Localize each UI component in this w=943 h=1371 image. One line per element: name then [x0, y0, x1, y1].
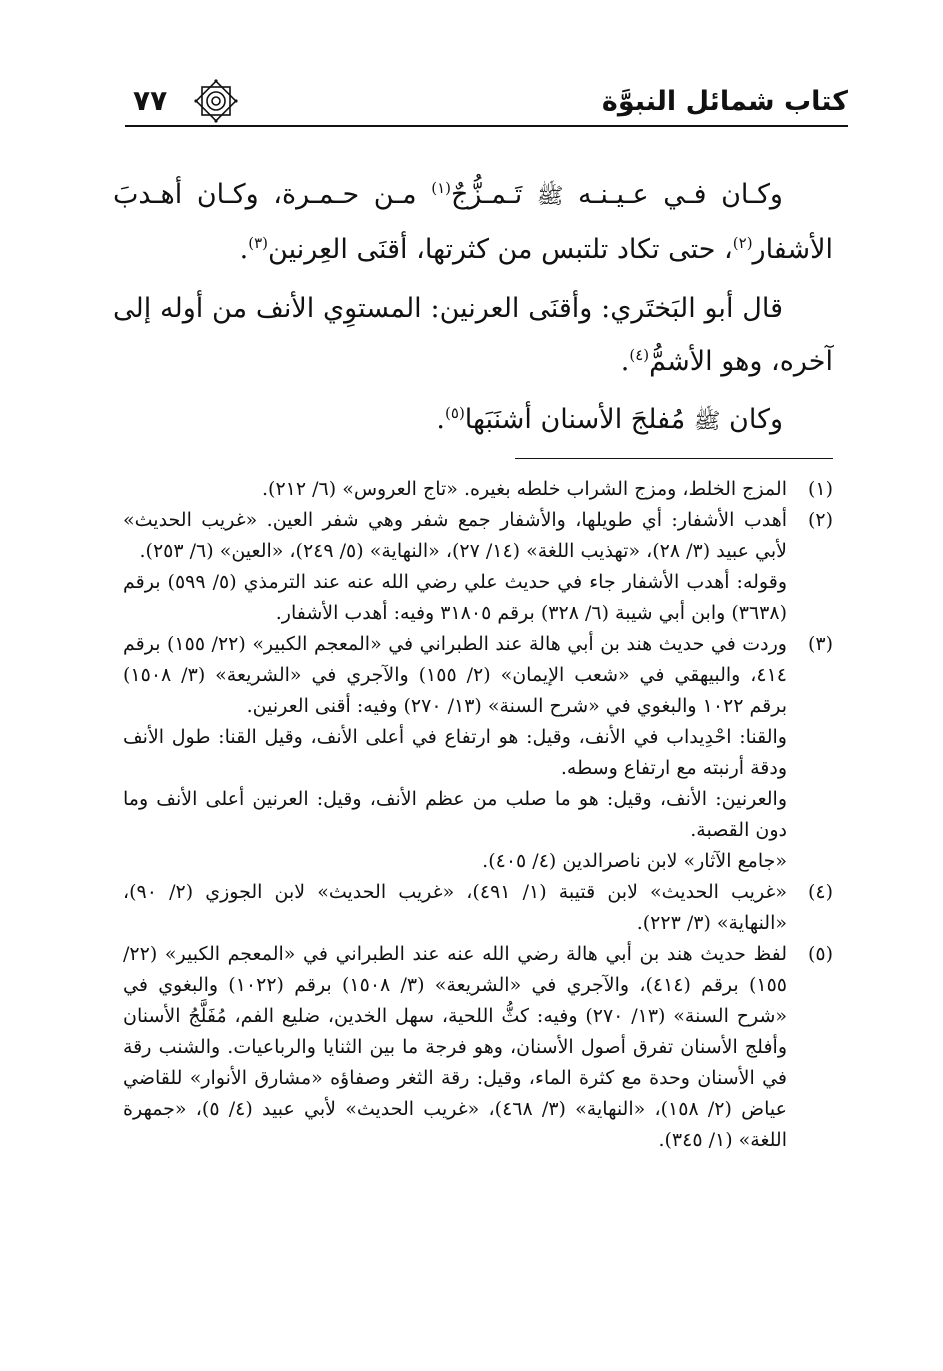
header-rule — [125, 125, 848, 127]
text-run: تَـمـزُّجٌ — [451, 179, 523, 210]
text-run: وكـان فـي عـيـنـه — [578, 179, 783, 210]
footnote-number: (٢) — [807, 509, 833, 531]
footnote-ref[interactable]: (٥) — [445, 404, 465, 422]
text-run: . — [436, 404, 446, 435]
text-run: ، حتى تكاد تلتبس من كثرتها، أقنَى العِرنين — [268, 234, 733, 265]
main-paragraph-3 — [113, 393, 833, 448]
main-paragraph-2 — [113, 282, 833, 388]
footnote-text: أهدب الأشفار: أي طويلها، والأشفار جمع شفر وهي شفر العين. «غريب الحديث» لأبي عبيد (٣/ ٢٨)، «تهذيب اللغة» (١٤/ ٢٧)، «النهاية» (٥/ ٢٤٩)، «العين» (٦/ ٢٥٣). — [123, 509, 787, 562]
text-run: مُفلجَ الأسنان أشنَبَها — [464, 404, 686, 435]
footnotes — [123, 474, 833, 1156]
footnote-ref[interactable]: (٣) — [248, 234, 269, 252]
footnote-number: (٤) — [807, 881, 833, 903]
pbuh-symbol: ﷺ — [536, 184, 564, 209]
footnote-1 — [123, 474, 833, 505]
footnote-separator — [515, 458, 833, 459]
footnote-text: «جامع الآثار» لابن ناصرالدين (٤/ ٤٠٥). — [482, 850, 787, 872]
footnote-number: (٣) — [807, 633, 833, 655]
page-number-ornament-icon — [191, 76, 241, 126]
page-number: ٧٧ — [133, 84, 168, 117]
footnote-text: «غريب الحديث» لابن قتيبة (١/ ٤٩١)، «غريب الحديث» لابن الجوزي (٢/ ٩٠)، «النهاية» (٣/ ٢٢٣). — [123, 881, 787, 934]
footnote-text: والعرنين: الأنف، وقيل: هو ما صلب من عظم الأنف، وقيل: العرنين أعلى الأنف وما دون القصبة. — [123, 788, 787, 841]
page-header — [125, 78, 848, 130]
footnote-3 — [123, 629, 833, 877]
footnote-2 — [123, 505, 833, 629]
main-paragraph-1 — [113, 168, 833, 276]
footnote-5 — [123, 939, 833, 1156]
footnote-ref[interactable]: (٤) — [629, 346, 650, 364]
text-run: مـن حـمـرة، وكـان أهـدبَ الأشفار — [113, 179, 833, 265]
footnote-text: والقنا: احْدِيداب في الأنف، وقيل: هو ارتفاع في أعلى الأنف، وقيل القنا: طول الأنف ودقة أرنبته مع ارتفاع وسطه. — [123, 726, 787, 779]
footnote-text: وقوله: أهدب الأشفار جاء في حديث علي رضي الله عنه عند الترمذي (٥/ ٥٩٩) برقم (٣٦٣٨) وابن أبي شيبة (٦/ ٣٢٨) برقم ٣١٨٠٥ وفيه: أهدب الأشفار. — [123, 571, 788, 624]
text-run: قال أبو البَختَري: وأقنَى العرنين: المستوِي الأنف من أوله إلى آخره، وهو الأشمُّ — [113, 293, 833, 377]
footnote-ref[interactable]: (٢) — [732, 234, 753, 252]
footnote-text: وردت في حديث هند بن أبي هالة عند الطبراني في «المعجم الكبير» (٢٢/ ١٥٥) برقم ٤١٤، والبيهقي في «شعب الإيمان» (٢/ ١٥٥) والآجري في «الشريعة» (٣/ ١٥٠٨) برقم ١٠٢٢ والبغوي في «شرح السنة» (١٣/ ٢٧٠) وفيه: أقنى العرنين. — [123, 633, 787, 717]
footnote-text: لفظ حديث هند بن أبي هالة رضي الله عنه عند الطبراني في «المعجم الكبير» (٢٢/ ١٥٥) برقم (٤١٤)، والآجري في «الشريعة» (٣/ ١٥٠٨) برقم (١٠٢٢) والبغوي في «شرح السنة» (١٣/ ٢٧٠) وفيه: كثُّ اللحية، سهل الخدين، ضليع الفم، مُفَلَّجُ الأسنان وأفلج الأسنان تفرق أصول الأسنان، وهو فرجة ما بين الثنايا والرباعيات. والشنب رقة في الأسنان وحدة مع كثرة الماء، وقيل: رقة الثغر وصفاؤه «مشارق الأنوار» للقاضي عياض (٢/ ١٥٨)، «النهاية» (٣/ ٤٦٨)، «غريب الحديث» لأبي عبيد (٤/ ٥)، «جمهرة اللغة» (١/ ٣٤٥). — [123, 943, 787, 1151]
pbuh-symbol: ﷺ — [693, 409, 721, 434]
text-run: . — [239, 234, 249, 265]
footnote-ref[interactable]: (١) — [431, 179, 451, 197]
text-run: . — [620, 346, 630, 377]
footnote-number: (١) — [807, 478, 833, 500]
book-title: كتاب شمائل النبوَّة — [601, 86, 848, 117]
footnote-number: (٥) — [807, 943, 833, 965]
text-run: وكان — [729, 404, 783, 435]
footnote-text: المزج الخلط، ومزج الشراب خلطه بغيره. «تاج العروس» (٦/ ٢١٢). — [262, 478, 787, 500]
footnote-4 — [123, 877, 833, 939]
